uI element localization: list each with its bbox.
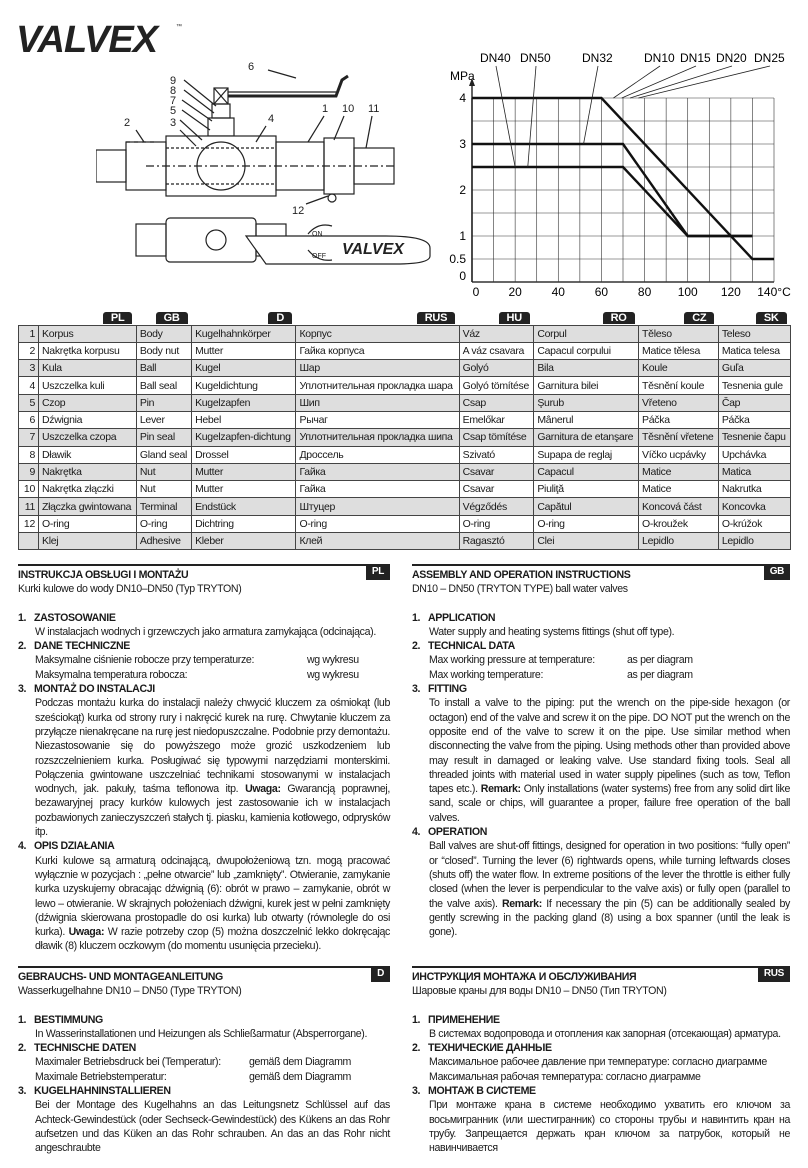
part-hu: Ragasztó: [459, 533, 534, 550]
lang-badge: GB: [764, 564, 790, 580]
section-gb: [412, 564, 790, 939]
section-subtitle: Шаровые краны для воды DN10 – DN50 (Тип TRYTON): [412, 985, 667, 998]
part-sk: Guľa: [718, 360, 790, 377]
part-pl: Czop: [39, 394, 137, 411]
part-gb: Ball: [136, 360, 191, 377]
series-label: DN25: [754, 51, 785, 65]
heading-1: 1. ZASTOSOWANIE: [18, 611, 116, 624]
part-hu: Szivató: [459, 446, 534, 463]
part-rus: Гайка: [296, 463, 459, 480]
table-header-d: D: [192, 311, 296, 325]
series-leader: [630, 66, 732, 98]
svg-text:11: 11: [368, 103, 380, 115]
x-tick-label: 60: [594, 285, 609, 299]
table-header-num: [19, 311, 39, 325]
section-title: ИНСТРУКЦИЯ МОНТАЖА И ОБСЛУЖИВАНИЯ: [412, 971, 637, 983]
table-header-rus: RUS: [296, 311, 459, 325]
part-rus: O-ring: [296, 515, 459, 532]
x-tick-label: 100: [677, 285, 698, 299]
part-number: 9: [19, 463, 39, 480]
part-hu: Végződés: [459, 498, 534, 515]
section-title: INSTRUKCJA OBSŁUGI I MONTAŻU: [18, 569, 189, 581]
part-cz: Páčka: [639, 411, 719, 428]
table-row: [19, 360, 791, 377]
part-gb: Adhesive: [136, 533, 191, 550]
part-sk: Matica telesa: [718, 342, 790, 359]
table-row: [19, 394, 791, 411]
part-number: 8: [19, 446, 39, 463]
x-tick-label: 140°C: [757, 285, 791, 299]
part-gb: Nut: [136, 463, 191, 480]
section-pl: [18, 564, 390, 954]
section-d: [18, 966, 390, 1156]
svg-text:12: 12: [292, 205, 305, 217]
svg-text:™: ™: [176, 24, 182, 30]
table-row: [19, 481, 791, 498]
part-gb: Terminal: [136, 498, 191, 515]
part-cz: Těleso: [639, 325, 719, 342]
part-number: 3: [19, 360, 39, 377]
part-sk: Páčka: [718, 411, 790, 428]
part-pl: Korpus: [39, 325, 137, 342]
part-hu: Golyó: [459, 360, 534, 377]
heading-3: 3. MONTAŻ DO INSTALACJI: [18, 683, 155, 696]
part-cz: Matice: [639, 463, 719, 480]
table-row: [19, 446, 791, 463]
svg-text:1: 1: [322, 103, 329, 115]
part-pl: Dźwignia: [39, 411, 137, 428]
table-row: [19, 325, 791, 342]
part-ro: Şurub: [534, 394, 639, 411]
part-d: Kleber: [192, 533, 296, 550]
part-number: 10: [19, 481, 39, 498]
part-gb: Gland seal: [136, 446, 191, 463]
table-row: [19, 342, 791, 359]
part-ro: Garnitura de etanşare: [534, 429, 639, 446]
part-rus: Гайка корпуса: [296, 342, 459, 359]
tech-row: Max working pressure at temperature: as per diagram: [429, 654, 693, 667]
heading-1: 1. BESTIMMUNG: [18, 1013, 103, 1026]
part-d: Dichtring: [192, 515, 296, 532]
part-ro: Capacul: [534, 463, 639, 480]
part-ro: Capătul: [534, 498, 639, 515]
part-gb: Pin seal: [136, 429, 191, 446]
part-sk: O-krúžok: [718, 515, 790, 532]
part-hu: A váz csavara: [459, 342, 534, 359]
part-cz: Koncová část: [639, 498, 719, 515]
table-header-gb: GB: [136, 311, 191, 325]
part-d: Kugelzapfen: [192, 394, 296, 411]
pressure-temperature-chart: [436, 40, 796, 302]
paragraph: В системах водопровода и отопления как запорная (отсекающая) арматура.: [429, 1027, 781, 1040]
part-ro: Supapa de reglaj: [534, 446, 639, 463]
paragraph: Kurki kulowe są armaturą odcinającą, dwupołożeniową tzn. mogą pracować wyłącznie w pozycjach : „pełne otwarcie” lub „zamknięty”. Otwieranie, zamykanie kurka uzyskujemy obracając dźwignią (6): obrót w prawo – zamykanie, obrót w lewo – otwieranie. W skrajnych położeniach dźwigni, kurek jest w pełni zamknięty (dźwignia skierowana prostopadle do osi kurka) lub otwarty (równolegle do osi kurka). Uwaga: W razie potrzeby czop (5) można doszczelnić lekko dokręcając dławik (8) kluczem oczkowym (do momentu usunięcia przecieku).: [35, 854, 390, 953]
part-cz: Těsnění vřetene: [639, 429, 719, 446]
table-header-ro: RO: [534, 311, 639, 325]
part-ro: Corpul: [534, 325, 639, 342]
part-hu: Váz: [459, 325, 534, 342]
part-number: 7: [19, 429, 39, 446]
table-row: [19, 463, 791, 480]
series-label: DN32: [582, 51, 613, 65]
part-cz: Lepidlo: [639, 533, 719, 550]
y-tick-label: 0: [459, 269, 466, 283]
part-rus: Гайка: [296, 481, 459, 498]
tech-row: Maksymalne ciśnienie robocze przy temperaturze: wg wykresu: [35, 654, 359, 667]
part-d: Kugelhahnkörper: [192, 325, 296, 342]
part-d: Hebel: [192, 411, 296, 428]
tech-row: Maximaler Betriebsdruck bei (Temperatur): gemäß dem Diagramm: [35, 1056, 352, 1069]
part-number: 5: [19, 394, 39, 411]
part-ro: O-ring: [534, 515, 639, 532]
part-cz: Těsnění koule: [639, 377, 719, 394]
series-leader: [496, 66, 515, 167]
paragraph: In Wasserinstallationen und Heizungen als Schließarmatur (Absperrorgane).: [35, 1027, 368, 1040]
lang-badge: D: [371, 966, 390, 982]
series-label: DN40: [480, 51, 511, 65]
part-sk: Koncovka: [718, 498, 790, 515]
svg-text:10: 10: [342, 103, 355, 115]
table-row: [19, 533, 791, 550]
svg-text:5: 5: [170, 105, 177, 117]
part-pl: Nakrętka: [39, 463, 137, 480]
part-pl: Klej: [39, 533, 137, 550]
heading-2: 2. TECHNISCHE DATEN: [18, 1042, 136, 1055]
heading-1: 1. ПРИМЕНЕНИЕ: [412, 1013, 500, 1026]
part-cz: Koule: [639, 360, 719, 377]
part-rus: Корпус: [296, 325, 459, 342]
lang-badge: RUS: [758, 966, 790, 982]
part-pl: Dławik: [39, 446, 137, 463]
section-rus: [412, 966, 790, 1156]
part-sk: Lepidlo: [718, 533, 790, 550]
heading-1: 1. APPLICATION: [412, 611, 496, 624]
x-tick-label: 0: [472, 285, 480, 299]
part-gb: Body nut: [136, 342, 191, 359]
section-title: GEBRAUCHS- UND MONTAGEANLEITUNG: [18, 971, 223, 983]
part-pl: Kula: [39, 360, 137, 377]
svg-text:4: 4: [268, 113, 275, 125]
tech-row: Maximale Betriebstemperatur: gemäß dem Diagramm: [35, 1070, 352, 1083]
part-cz: Vřeteno: [639, 394, 719, 411]
series-leader: [528, 66, 536, 167]
heading-3: 3. FITTING: [412, 683, 467, 696]
series-label: DN20: [716, 51, 747, 65]
part-d: Kugel: [192, 360, 296, 377]
part-cz: Matice tělesa: [639, 342, 719, 359]
x-tick-label: 120: [720, 285, 741, 299]
part-d: Mutter: [192, 342, 296, 359]
paragraph: W instalacjach wodnych i grzewczych jako armatura zamykająca (odcinająca).: [35, 625, 376, 638]
table-row: [19, 411, 791, 428]
table-header-pl: PL: [39, 311, 137, 325]
part-rus: Шип: [296, 394, 459, 411]
y-tick-label: 4: [459, 91, 466, 105]
part-cz: Matice: [639, 481, 719, 498]
paragraph: При монтаже крана в системе необходимо ухватить его ключом за восьмигранник (или шестигранник) со стороны трубы и навинтить кран на трубу. Запрещается держать кран ключом за патрубок, который не навинчивается: [429, 1099, 790, 1155]
svg-text:2: 2: [124, 117, 131, 129]
part-cz: Víčko ucpávky: [639, 446, 719, 463]
lang-badge: PL: [366, 564, 390, 580]
part-rus: Шар: [296, 360, 459, 377]
table-row: [19, 498, 791, 515]
part-pl: Nakrętka złączki: [39, 481, 137, 498]
part-number: 6: [19, 411, 39, 428]
part-d: Mutter: [192, 481, 296, 498]
table-header-sk: SK: [718, 311, 790, 325]
y-tick-label: 1: [459, 229, 466, 243]
paragraph: Ball valves are shut-off fittings, designed for operation in two positions: “fully open” or “closed”. Turning the lever (6) rightwards opens, while turning leftwards closes (shuts off) the water flow. In extreme positions of the lever the throttle is either fully closed (when the lever is perpendicular to the valve axis) or fully open (parallel to the valve axis). Remark: If necessary the pin (5) can be additionally sealed by gently screwing in the packing gland (8) using a box spanner (until the leak is gone).: [429, 840, 790, 939]
part-rus: Уплотнительная прокладка шипа: [296, 429, 459, 446]
part-rus: Уплотнительная прокладка шара: [296, 377, 459, 394]
part-pl: Nakrętka korpusu: [39, 342, 137, 359]
y-axis-label: MPa: [450, 69, 475, 83]
heading-3: 3. МОНТАЖ В СИСТЕМЕ: [412, 1085, 536, 1098]
x-tick-label: 40: [551, 285, 565, 299]
table-row: [19, 377, 791, 394]
part-number: 1: [19, 325, 39, 342]
heading-4: 4. OPIS DZIAŁANIA: [18, 840, 115, 853]
part-pl: Uszczelka czopa: [39, 429, 137, 446]
svg-text:OFF: OFF: [312, 253, 326, 260]
part-sk: Nakrutka: [718, 481, 790, 498]
part-rus: Рычаг: [296, 411, 459, 428]
section-subtitle: Wasserkugelhahne DN10 – DN50 (Type TRYTON): [18, 985, 242, 998]
part-ro: Bila: [534, 360, 639, 377]
table-header-cz: CZ: [639, 311, 719, 325]
part-sk: Upchávka: [718, 446, 790, 463]
part-rus: Штуцер: [296, 498, 459, 515]
heading-4: 4. OPERATION: [412, 826, 488, 839]
parts-table: [18, 311, 791, 550]
series-line: [472, 167, 752, 236]
part-ro: Piuliţă: [534, 481, 639, 498]
paragraph: Podczas montażu kurka do instalacji należy chwycić kluczem za ośmiokąt (lub sześciokąt) kurka od strony rury i nakręcić kurek na rurę. Chwytanie kluczem za przyłącze nienakręcane na rurę jest niedopuszczalne. Podobnie przy demontażu. Niezastosowanie się do powyższego może grozić uszkodzeniem lub rozszczelnieniem kurka. Posługiwać się typowymi narzędziami monterskimi. Połączenia gwintowane uszczelniać technikami stosowanymi w instalacjach wodnych, jak. pakuły, taśma teflonowa itp. Uwaga: Gwarancją poprawnej, bezawaryjnej pracy kurków kulowych jest zastosowanie ich w instalacjach pozbawionych zanieczyszczeń stałych tj. piasku, kamienia kotłowego, odprysków itp.: [35, 697, 391, 839]
part-gb: Nut: [136, 481, 191, 498]
part-d: Mutter: [192, 463, 296, 480]
part-number: 2: [19, 342, 39, 359]
part-gb: Pin: [136, 394, 191, 411]
part-number: 12: [19, 515, 39, 532]
table-row: [19, 515, 791, 532]
part-d: Kugelzapfen-dichtung: [192, 429, 296, 446]
svg-text:6: 6: [248, 61, 255, 73]
series-label: DN10: [644, 51, 675, 65]
part-hu: Golyó tömítése: [459, 377, 534, 394]
tech-row: Max working temperature: as per diagram: [429, 668, 693, 681]
y-tick-label: 3: [459, 137, 466, 151]
svg-text:VALVEX: VALVEX: [16, 19, 158, 61]
svg-text:VALVEX: VALVEX: [342, 241, 404, 258]
section-title: ASSEMBLY AND OPERATION INSTRUCTIONS: [412, 569, 631, 581]
part-rus: Клей: [296, 533, 459, 550]
svg-text:7: 7: [170, 95, 177, 107]
part-gb: Body: [136, 325, 191, 342]
part-hu: Emelőkar: [459, 411, 534, 428]
tech-row: Maksymalna temperatura robocza: wg wykresu: [35, 668, 359, 681]
part-hu: Csap tömítése: [459, 429, 534, 446]
paragraph: To install a valve to the piping: put the wrench on the pipe-side hexagon (or octagon) end of the valve and screw it on the pipe. DO NOT put the wrench on the opposite end of the valve to screw it on the pipe. Use similar method when disconnecting the valve from the piping. Using methods other than provided above may result in damaged or leaking valve. Use standard fixing tools. Seal all threaded joints with material used in water supply pipelines (such as tow, Teflon tapes etc.). Remark: Only installations (water systems) free from any solid dirt like sand, scale or chips, will guarantee a proper, failure free operation of the ball valves.: [429, 697, 791, 824]
part-pl: O-ring: [39, 515, 137, 532]
part-d: Kugeldichtung: [192, 377, 296, 394]
part-ro: Clei: [534, 533, 639, 550]
tech-row: Максимальная рабочая температура: согласно диаграмме: [429, 1070, 701, 1083]
series-leader: [584, 66, 598, 144]
part-pl: Uszczelka kuli: [39, 377, 137, 394]
part-sk: Tesnenie čapu: [718, 429, 790, 446]
x-tick-label: 80: [637, 285, 652, 299]
part-ro: Mânerul: [534, 411, 639, 428]
part-number: 4: [19, 377, 39, 394]
part-ro: Capacul corpului: [534, 342, 639, 359]
paragraph: Bei der Montage des Kugelhahns an das Leitungsnetz Schlüssel auf das Achteck-Gewindestück (oder Sechseck-Gewindestück) des Kükens an das Rohr aufsetzen und das Küken an das Rohr schrauben. An das an das Rohr nicht angeschraubte: [35, 1099, 390, 1155]
paragraph: Water supply and heating systems fittings (shut off type).: [429, 625, 675, 638]
part-d: Endstück: [192, 498, 296, 515]
heading-2: 2. DANE TECHNICZNE: [18, 640, 130, 653]
section-subtitle: DN10 – DN50 (TRYTON TYPE) ball water valves: [412, 583, 628, 596]
part-sk: Čap: [718, 394, 790, 411]
part-ro: Garnitura bilei: [534, 377, 639, 394]
part-number: 11: [19, 498, 39, 515]
part-cz: O-kroužek: [639, 515, 719, 532]
valve-drawing: [96, 58, 436, 280]
part-gb: Ball seal: [136, 377, 191, 394]
part-hu: Csavar: [459, 463, 534, 480]
tech-row: Максимальное рабочее давление при температуре: согласно диаграмме: [429, 1056, 767, 1069]
part-sk: Tesnenia gule: [718, 377, 790, 394]
svg-text:ON: ON: [312, 231, 323, 238]
svg-text:9: 9: [170, 75, 177, 87]
heading-3: 3. KUGELHAHNINSTALLIEREN: [18, 1085, 171, 1098]
part-hu: Csavar: [459, 481, 534, 498]
table-header-hu: HU: [459, 311, 534, 325]
y-tick-label: 2: [459, 183, 466, 197]
part-d: Drossel: [192, 446, 296, 463]
svg-text:3: 3: [170, 117, 177, 129]
part-hu: O-ring: [459, 515, 534, 532]
part-hu: Csap: [459, 394, 534, 411]
series-label: DN15: [680, 51, 711, 65]
series-leader: [613, 66, 660, 98]
part-sk: Teleso: [718, 325, 790, 342]
part-gb: O-ring: [136, 515, 191, 532]
part-number: [19, 533, 39, 550]
x-tick-label: 20: [508, 285, 522, 299]
y-tick-label: 0.5: [449, 252, 466, 266]
part-rus: Дроссель: [296, 446, 459, 463]
series-label: DN50: [520, 51, 551, 65]
table-row: [19, 429, 791, 446]
section-subtitle: Kurki kulowe do wody DN10–DN50 (Typ TRYTON): [18, 583, 242, 596]
svg-text:8: 8: [170, 85, 177, 97]
table-header-row: [19, 311, 791, 325]
part-sk: Matica: [718, 463, 790, 480]
heading-2: 2. TECHNICAL DATA: [412, 640, 515, 653]
part-gb: Lever: [136, 411, 191, 428]
part-pl: Złączka gwintowana: [39, 498, 137, 515]
heading-2: 2. ТЕХНИЧЕСКИЕ ДАННЫЕ: [412, 1042, 552, 1055]
